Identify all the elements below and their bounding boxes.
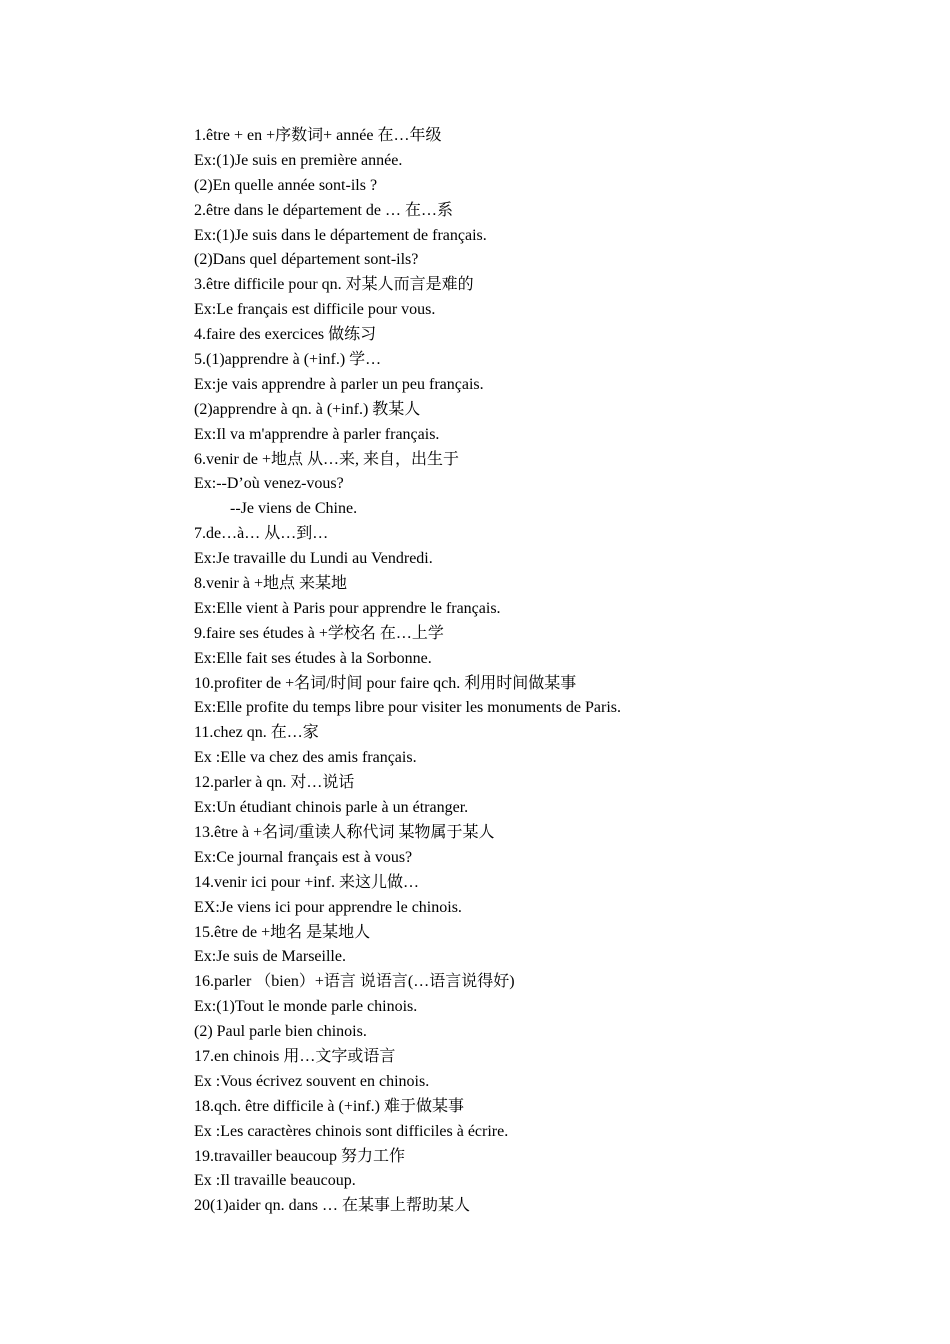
text-line: Ex :Il travaille beaucoup. <box>194 1172 356 1190</box>
text-line: Ex:Elle vient à Paris pour apprendre le français. <box>194 599 501 617</box>
text-line: Ex:Je travaille du Lundi au Vendredi. <box>194 550 433 568</box>
text-line: 16.parler （bien）+语言 说语言(…语言说得好) <box>194 973 515 991</box>
text-line: (2)Dans quel département sont-ils? <box>194 251 419 269</box>
text-line: EX:Je viens ici pour apprendre le chinois. <box>194 898 462 916</box>
text-line: Ex:Ce journal français est à vous? <box>194 848 413 866</box>
text-line: Ex:--D’où venez-vous? <box>194 475 344 493</box>
text-line: 12.parler à qn. 对…说话 <box>194 774 355 792</box>
text-line: Ex:Le français est difficile pour vous. <box>194 301 436 319</box>
text-line: Ex:(1)Tout le monde parle chinois. <box>194 998 418 1016</box>
text-line: 1.être + en +序数词+ année 在…年级 <box>194 127 442 144</box>
text-line: 15.être de +地名 是某地人 <box>194 923 371 941</box>
text-line: Ex:Un étudiant chinois parle à un étranger. <box>194 799 469 817</box>
text-line: 10.profiter de +名词/时间 pour faire qch. 利用时间做某事 <box>194 674 577 692</box>
text-line: Ex:(1)Je suis dans le département de français. <box>194 226 487 244</box>
text-line: Ex:Il va m'apprendre à parler français. <box>194 425 440 443</box>
text-line: 13.être à +名词/重读人称代词 某物属于某人 <box>194 823 495 841</box>
text-line: --Je viens de Chine. <box>230 500 358 518</box>
text-line: Ex:Elle profite du temps libre pour visiter les monuments de Paris. <box>194 699 622 717</box>
text-line: 17.en chinois 用…文字或语言 <box>194 1047 396 1065</box>
text-line: 8.venir à +地点 来某地 <box>194 575 348 593</box>
text-line: 2.être dans le département de … 在…系 <box>194 201 454 219</box>
text-line: 19.travailler beaucoup 努力工作 <box>194 1147 406 1165</box>
text-line: 11.chez qn. 在…家 <box>194 724 319 742</box>
text-line: 14.venir ici pour +inf. 来这儿做… <box>194 873 419 891</box>
text-line: (2) Paul parle bien chinois. <box>194 1023 367 1041</box>
text-line: Ex :Les caractères chinois sont difficiles à écrire. <box>194 1122 509 1140</box>
text-line: Ex:je vais apprendre à parler un peu français. <box>194 375 484 393</box>
text-line: 6.venir de +地点 从…来, 来自，出生于 <box>194 450 460 468</box>
text-line: Ex :Elle va chez des amis français. <box>194 749 417 767</box>
text-line: Ex:Elle fait ses études à la Sorbonne. <box>194 649 432 667</box>
text-line: (2)apprendre à qn. à (+inf.) 教某人 <box>194 400 421 418</box>
text-line: 7.de…à… 从…到… <box>194 525 329 543</box>
text-line: 20(1)aider qn. dans … 在某事上帮助某人 <box>194 1197 470 1215</box>
text-line: 9.faire ses études à +学校名 在…上学 <box>194 624 444 642</box>
text-line: (2)En quelle année sont-ils ? <box>194 176 378 194</box>
text-line: Ex:Je suis de Marseille. <box>194 948 346 966</box>
document-body <box>194 124 894 1219</box>
text-line: 3.être difficile pour qn. 对某人而言是难的 <box>194 276 474 294</box>
text-line: 4.faire des exercices 做练习 <box>194 326 377 344</box>
text-line: 5.(1)apprendre à (+inf.) 学… <box>194 351 382 369</box>
text-line: Ex:(1)Je suis en première année. <box>194 151 403 169</box>
text-line: 18.qch. être difficile à (+inf.) 难于做某事 <box>194 1097 464 1115</box>
text-line: Ex :Vous écrivez souvent en chinois. <box>194 1072 430 1090</box>
